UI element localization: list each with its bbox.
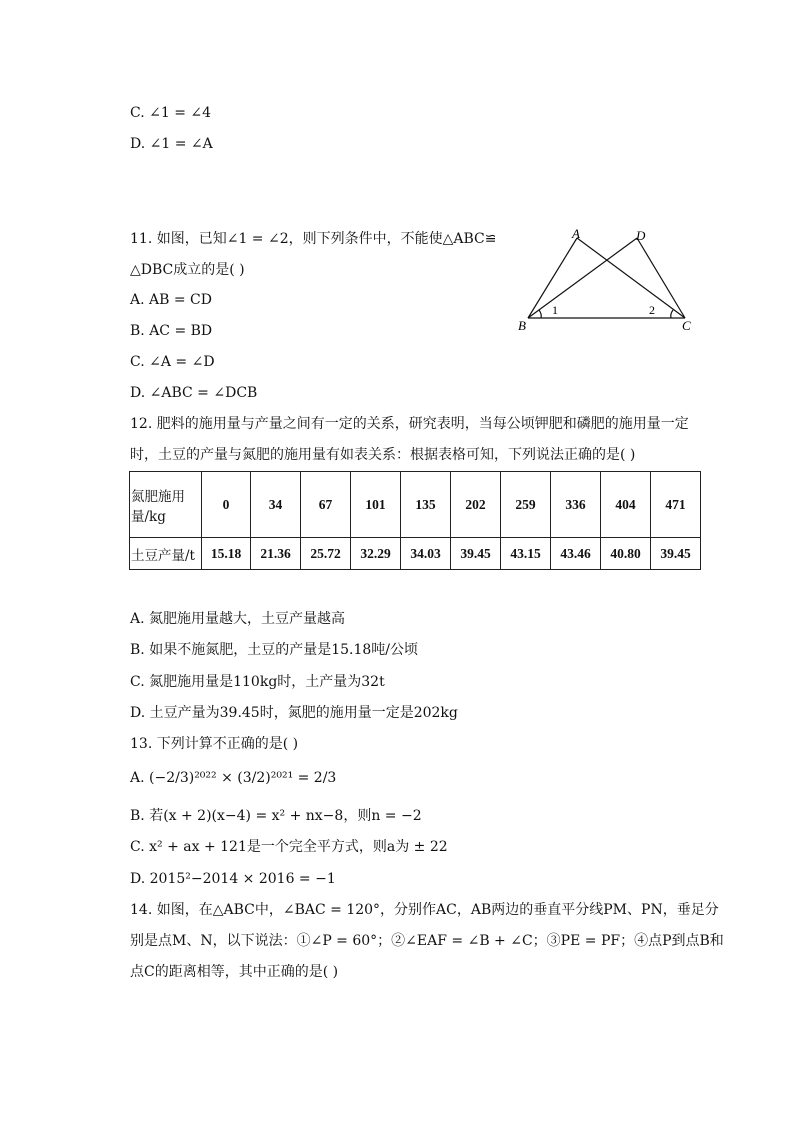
table-header-yield: 土豆产量/t xyxy=(130,538,202,570)
table-cell: 202 xyxy=(451,472,501,538)
label-d: D xyxy=(636,228,646,243)
table-header-nitrogen xyxy=(130,472,202,538)
q11-option-d: D. ∠ABC = ∠DCB xyxy=(130,385,258,401)
table-cell: 336 xyxy=(551,472,601,538)
table-cell: 32.29 xyxy=(351,538,401,570)
angle-1-arc xyxy=(539,310,541,318)
table-cell: 34 xyxy=(251,472,301,538)
segment-ac xyxy=(577,238,685,318)
q12-data-table xyxy=(129,471,701,570)
table-cell: 135 xyxy=(401,472,451,538)
q12-stem-line1: 12. 肥料的施用量与产量之间有一定的关系，研究表明，当每公顷钾肥和磷肥的施用量一定 xyxy=(130,416,689,432)
q11-stem-line2: △DBC成立的是( ) xyxy=(130,262,245,278)
table-row-yield xyxy=(130,538,701,570)
q14-stem-line2: 别是点M、N，以下说法：①∠P = 60°；②∠EAF = ∠B + ∠C；③PE = PF；④点P到点B和 xyxy=(130,933,724,949)
q13-option-b: B. 若(x + 2)(x−4) = x² + nx−8，则n = −2 xyxy=(130,808,422,824)
table-cell: 259 xyxy=(501,472,551,538)
segment-dc xyxy=(637,238,685,318)
q10-option-d: D. ∠1 = ∠A xyxy=(130,136,213,152)
table-cell: 67 xyxy=(301,472,351,538)
table-row-nitrogen xyxy=(130,472,701,538)
table-cell: 34.03 xyxy=(401,538,451,570)
q12-option-a: A. 氮肥施用量越大，土豆产量越高 xyxy=(130,611,346,627)
q11-stem-line1: 11. 如图，已知∠1 = ∠2，则下列条件中，不能使△ABC≌ xyxy=(130,231,497,247)
table-cell: 40.80 xyxy=(601,538,651,570)
q10-option-c: C. ∠1 = ∠4 xyxy=(130,105,212,121)
header-line2: 量/kg xyxy=(131,508,166,525)
q12-stem-line2: 时，土豆的产量与氮肥的施用量有如表关系：根据表格可知，下列说法正确的是( ) xyxy=(130,447,636,463)
q11-triangle-figure xyxy=(510,226,700,338)
table-cell: 39.45 xyxy=(451,538,501,570)
q11-option-c: C. ∠A = ∠D xyxy=(130,354,215,370)
label-angle-1: 1 xyxy=(552,303,558,317)
label-a: A xyxy=(572,226,580,241)
angle-2-arc xyxy=(671,310,673,318)
table-cell: 0 xyxy=(202,472,251,538)
label-angle-2: 2 xyxy=(649,303,655,317)
table-cell: 404 xyxy=(601,472,651,538)
q13-option-d: D. 2015²−2014 × 2016 = −1 xyxy=(130,871,336,887)
table-cell: 471 xyxy=(651,472,701,538)
table-cell: 101 xyxy=(351,472,401,538)
q11-option-b: B. AC = BD xyxy=(130,323,213,339)
q13-stem: 13. 下列计算不正确的是( ) xyxy=(130,736,299,752)
table-cell: 39.45 xyxy=(651,538,701,570)
table-cell: 21.36 xyxy=(251,538,301,570)
q14-stem-line3: 点C的距离相等，其中正确的是( ) xyxy=(130,964,339,980)
q12-option-d: D. 土豆产量为39.45时，氮肥的施用量一定是202kg xyxy=(130,705,458,721)
q12-option-c: C. 氮肥施用量是110kg时，土产量为32t xyxy=(130,674,385,690)
table-cell: 43.15 xyxy=(501,538,551,570)
q11-option-a: A. AB = CD xyxy=(130,292,212,308)
label-b: B xyxy=(518,318,526,333)
header-line1: 氮肥施用 xyxy=(131,488,185,505)
q13-option-c: C. x² + ax + 121是一个完全平方式，则a为 ± 22 xyxy=(130,839,448,855)
q12-option-b: B. 如果不施氮肥，土豆的产量是15.18吨/公顷 xyxy=(130,642,418,658)
table-cell: 25.72 xyxy=(301,538,351,570)
label-c: C xyxy=(682,318,691,333)
segment-db xyxy=(528,238,637,318)
q13-option-a: A. (−2/3)²⁰²² × (3/2)²⁰²¹ = 2/3 xyxy=(130,770,337,786)
table-cell: 43.46 xyxy=(551,538,601,570)
q14-stem-line1: 14. 如图，在△ABC中，∠BAC = 120°，分别作AC，AB两边的垂直平分线PM、PN，垂足分 xyxy=(130,902,719,918)
table-cell: 15.18 xyxy=(202,538,251,570)
